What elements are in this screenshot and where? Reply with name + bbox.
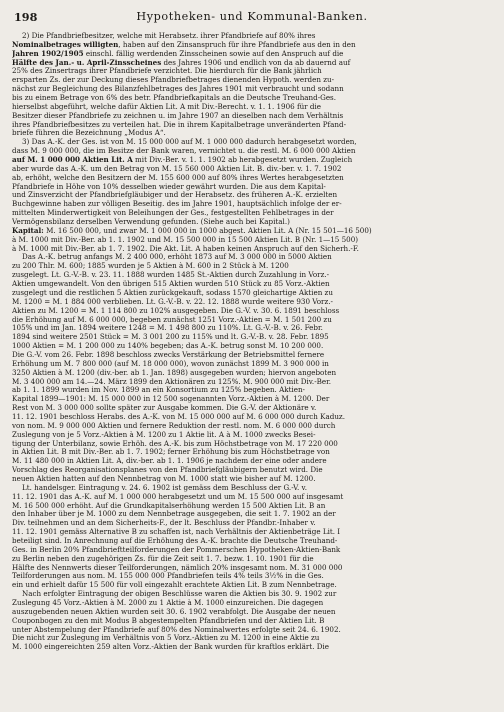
bold-lead: Kapital: — [12, 226, 44, 235]
text-line: Couponbogen zu den mit Modus B abgestempelten Pfandbriefen und der Aktien Lit. B — [12, 616, 325, 625]
text-line: Die nicht zur Zuslegung im Verhältnis von 5 Vorz.-Aktien zu M. 1200 in eine Aktie zu — [12, 634, 320, 643]
text-line: 2) Die Pfandbriefbesitzer, welche mit Herabsetz. ihrer Pfandbriefe auf 80% ihres — [22, 32, 316, 40]
text-line: mittelten Minderwertigkeit von Beleihungen der Ges., festgestellten Fehlbetrages in der — [12, 209, 334, 218]
text-line: den Inhaber über je M. 1000 zu dem Nennbetrage ausgegeben, die seit 1. 7. 1902 an der — [12, 510, 336, 519]
text-line: ab 1. 1. 1899 wurden im Nov. 1899 an ein Konsortium zu 125% begeben. Aktien- — [12, 386, 305, 395]
text-line: M. 1000 eingereichten 259 alten Vorz.-Aktien der Bank wurden für kraftlos erklärt. Die — [12, 643, 329, 652]
text-line: beteiligt sind. In Anrechnung auf die Erhöhung des A.-K. brachte die Deutsche Treuhand- — [12, 536, 338, 545]
text-line: Besitzer dieser Pfandbriefe zu zeichnen u. im Jahre 1907 an dieselben nach dem Verhältnis — [12, 111, 344, 120]
text-line: M. 1200 = M. 1 884 000 verblieben. Lt. G.-V.-B. v. 22. 12. 1888 wurde weitere 930 Vorz.- — [12, 297, 333, 306]
text-line: hierselbst abgeführt, welche dafür Aktien Lit. A mit Div.-Berecht. v. 1. 1. 1906 für die — [12, 102, 321, 111]
text-line: tigung der Unterbilanz, sowie Erhöh. des A.-K. bis zum Höchstbetrage von M. 17 220 000 — [12, 439, 338, 448]
text-line: ein und erhielt dafür 15 500 für voll eingezahlt erachtete Aktien Lit. B zum Nennbetrage. — [12, 581, 337, 590]
text-line: 1894 sind weitere 2501 Stück = M. 3 001 200 zu 115% und lt. G.-V.-B. v. 28. Febr. 1895 — [12, 333, 329, 342]
text-line: Jahren 1902/1905 einschl. fällig werdenden Zinsscheinen sowie auf den Anspruch auf die — [12, 49, 344, 58]
text-line: briefe führen die Bezeichnung „Modus A“. — [12, 129, 166, 138]
text-line: Kapital 1899—1901: M. 15 000 000 in 12 500 sogenannten Vorz.-Aktien à M. 1200. Der — [12, 395, 330, 404]
bold-lead: Nominalbetrages willigten — [12, 40, 119, 49]
text-line: bis zu einem Betrage von 6% des betr. Pfandbriefkapitals an die Deutsche Treuhand-Ges. — [12, 94, 336, 103]
text-line: Die G.-V. vom 26. Febr. 1898 beschloss zwecks Verstärkung der Betriebsmittel fernere — [12, 350, 325, 359]
text-line: ihres Pfandbriefbesitzes zu verteilen hat. Die in ihrem Kapitalbetrage unveränderten Pfand- — [12, 120, 346, 129]
bold-lead: Jahren 1902/1905 — [12, 49, 84, 58]
text-line: Zuslegung von je 5 Vorz.-Aktien à M. 1200 zu 1 Aktie lit. A à M. 1000 zwecks Besei- — [12, 430, 316, 439]
text-line: Erhöhung um M. 7 800 000 (auf M. 18 000 000), wovon zunächst 1899 M. 3 900 000 in — [12, 359, 329, 368]
text-line: 11. 12. 1901 beschloss Herabs. des A.-K. von M. 15 000 000 auf M. 6 000 000 durch Kaduz. — [12, 412, 345, 421]
text-line: Div. teilnehmen und an dem Sicherheits-F., der lt. Beschluss der Pfandbr.-Inhaber v. — [12, 519, 316, 528]
text-line: à M. 1000 mit Div.-Ber. ab 1. 7. 1902. Die Akt. Lit. A haben keinen Anspruch auf den Sicherh.-F. — [12, 244, 359, 253]
text-line: Zuslegung 45 Vorz.-Aktien à M. 2000 zu 1 Aktie à M. 1000 einzureichen. Die dagegen — [12, 599, 324, 607]
text-line: in Aktien Lit. B mit Div.-Ber. ab 1. 7. 1902; ferner Erhöhung bis zum Höchstbetrage von — [12, 448, 330, 457]
text-line: Vermögensbilanz derselben Verwendung gefunden. (Siehe auch bei Kapital.) — [12, 218, 290, 227]
text-line: M. 3 400 000 am 14.—24. März 1899 den Aktionären zu 125%. M. 900 000 mit Div.-Ber. — [12, 377, 331, 386]
text-line: M. 16 500 000 erhöht. Auf die Grundkapitalserhöhung werden 15 500 Aktien Lit. B an — [12, 501, 326, 510]
text-line: Teilforderungen aus nom. M. 155 000 000 Pfandbriefen teils 4% teils 3½% in die Ges. — [12, 572, 324, 581]
text-line: neuen Aktien hatten auf den Nennbetrag von M. 1000 statt wie bisher auf M. 1200. — [12, 474, 316, 483]
page-header — [12, 10, 492, 26]
text-line: Lt. handelsger. Eintragung v. 24. 6. 1902 ist gemäss dem Beschluss der G.-V. v. — [22, 483, 307, 492]
text-line: Rest von M. 3 000 000 sollte später zur Ausgabe kommen. Die G.-V. der Aktionäre v. — [12, 404, 317, 413]
text-line: Nach erfolgter Eintragung der obigen Beschlüsse waren die Aktien bis 30. 9. 1902 zur — [22, 590, 337, 599]
text-line: Ges. in Berlin 20% Pfandbrieftteilforderungen der Pommerschen Hypotheken-Aktien-Bank — [12, 545, 341, 554]
text-line: von nom. M. 9 000 000 Aktien und fernere Reduktion der restl. nom. M. 6 000 000 durch — [12, 421, 336, 430]
text-line: aber wurde das A.-K. um den Betrag von M. 15 560 000 Aktien Lit. B. div.-ber. v. 1. 7. 1902 — [12, 164, 342, 173]
text-line: nächst zur Begleichung des Bilanzfehlbetrages des Jahres 1901 mit verbraucht und sodann — [12, 85, 344, 94]
text-line: ersparten Zs. der zur Deckung dieses Pfandbriefbetrages dienenden Hypoth. werden zu- — [12, 76, 334, 85]
text-line: zusgelegt. Lt. G.-V.-B. v. 23. 11. 1888 wurden 1485 St.-Aktien durch Zuzahlung in Vorz.- — [12, 271, 330, 280]
text-line: 105% und im Jan. 1894 weitere 1248 = M. 1 498 800 zu 110%. Lt. G.-V.-B. v. 26. Febr. — [12, 324, 323, 333]
text-line: Hälfte des Jan.- u. April-Zinsscheines des Jahres 1906 und endlich von da ab dauernd auf — [12, 58, 351, 67]
text-line: Aktien zu M. 1200 = M. 1 114 800 zu 102% ausgegeben. Die G.-V. v. 30. 6. 1891 beschloss — [12, 306, 340, 315]
body-text — [12, 32, 492, 652]
page-number: 198 — [14, 10, 38, 24]
text-line: M. 11 480 000 in Aktien Lit. A, div.-ber. ab 1. 1. 1906 je nachdem der eine oder andere — [12, 457, 327, 466]
text-line: 11. 12. 1901 das A.-K. auf M. 1 000 000 herabgesetzt und um M. 15 500 000 auf insgesamt — [12, 492, 344, 501]
text-line: 11. 12. 1901 gemäss Alternative B zu schaffen ist, nach Verhältnis der Aktienbeträge Lit. I — [12, 528, 341, 537]
text-line: ab, erhöht, welche den Besitzern der M. 155 600 000 auf 80% ihres Wertes herabgesetzten — [12, 173, 344, 182]
text-line: zu 200 Thlr. M. 600; 1885 wurden je 5 Aktien à M. 600 in 2 Stück à M. 1200 — [12, 262, 289, 271]
text-line: und Zinsverzicht der Pfandbriefgläubiger und der Herabsetz. des früheren A.-K. erzielten — [12, 191, 338, 200]
text-line: 1000 Aktien = M. 1 200 000 zu 140% begeben; das A.-K. betrug sonst M. 10 200 000. — [12, 342, 324, 351]
text-line: Vorschlag des Reorganisationsplanes von den Pfandbriefgläubigern benutzt wird. Die — [12, 466, 323, 475]
text-line: à M. 1000 mit Div.-Ber. ab 1. 1. 1902 und M. 15 500 000 in 15 500 Aktien Lit. B (Nr. 1—15 500) — [12, 235, 359, 244]
text-line: auszugebenden neuen Aktien wurden seit 30. 6. 1902 verabfolgt. Die Ausgabe der neuen — [12, 607, 336, 616]
text-line: dass M. 9 000 000, die im Besitze der Bank waren, vernichtet u. die restl. M. 6 000 000 Aktien — [12, 147, 356, 156]
text-line: Nominalbetrages willigten, haben auf den Zinsanspruch für ihre Pfandbriefe aus den in den — [12, 40, 356, 49]
text-line: 3250 Aktien à M. 1200 (div.-ber. ab 1. Jan. 1898) ausgegeben wurden; hiervon angeboten — [12, 368, 337, 377]
text-line: 3) Das A.-K. der Ges. ist von M. 15 000 000 auf M. 1 000 000 dadurch herabgesetzt worden, — [22, 138, 357, 147]
text-line: Pfandbriefe in Höhe von 10% desselben wieder gewährt wurden. Die aus dem Kapital- — [12, 182, 326, 191]
bold-lead: auf M. 1 000 000 Aktien Lit. A — [12, 156, 133, 165]
text-line: auf M. 1 000 000 Aktien Lit. A mit Div.-Ber. v. 1. 1. 1902 ab herabgesetzt wurden. Zugleich — [12, 156, 353, 165]
text-line: Hälfte des Nennwerts dieser Teilforderungen, nämlich 20% insgesamt nom. M. 31 000 000 — [12, 563, 343, 572]
text-line: 25% des Zinsertrags ihrer Pfandbriefe verzichtet. Die hierdurch für die Bank jährlich — [12, 67, 322, 76]
text-line: die Erhöhung auf M. 6 000 000, begeben zunächst 1251 Vorz.-Aktien = M. 1 501 200 zu — [12, 315, 332, 324]
text-line: zusgelegt und die restlichen 5 Aktien zurückgekauft, sodass 1570 gleichartige Aktien zu — [12, 288, 333, 297]
text-line: Buchgewinne haben zur völligen Beseitig. des im Jahre 1901, hauptsächlich infolge der er- — [12, 200, 342, 209]
text-line: zu Berlin neben den zugehörigen Zs. für die Zeit seit 1. 7. bezw. 1. 10. 1901 für die — [12, 554, 314, 563]
text-line: Aktien umgewandelt. Von den übrigen 515 Aktien wurden 510 Stück zu 85 Vorz.-Aktien — [12, 280, 330, 289]
bold-lead: Hälfte des Jan.- u. April-Zinsscheines — [12, 58, 162, 67]
running-title: Hypotheken- und Kommunal-Banken. — [136, 10, 368, 23]
text-line: Kapital: M. 16 500 000, und zwar M. 1 000 000 in 1000 abgest. Aktien Lit. A (Nr. 15 501—16 500) — [12, 226, 372, 235]
text-line: unter Abstempelung der Pfandbriefe auf 80% des Nominalwertes erfolgte seit 24. 6. 1902. — [12, 625, 341, 634]
text-line: Das A.-K. betrug anfangs M. 2 400 000, erhöht 1873 auf M. 3 000 000 in 5000 Aktien — [22, 253, 332, 262]
